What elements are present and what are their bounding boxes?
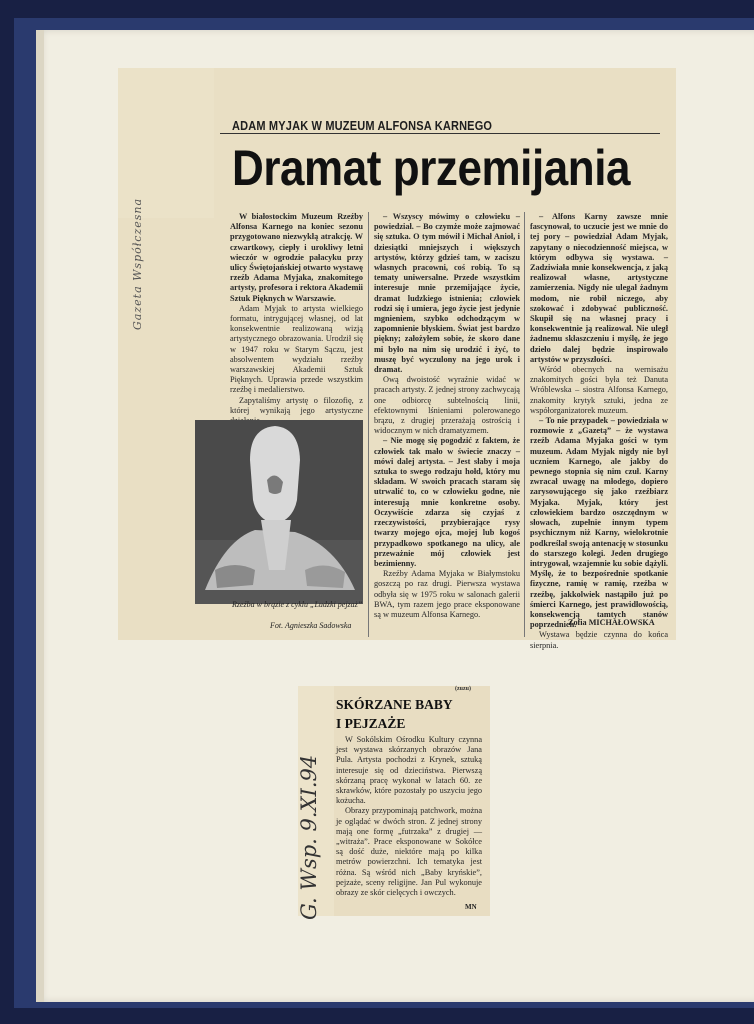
sculpture-image [195,420,363,604]
photo-caption: Rzeźba w brązie z cyklu „Ludzki pejzaż” [232,600,363,609]
small-article-author: MN [465,903,477,911]
kicker-rule [220,133,660,134]
article-paragraph: Zapytaliśmy artystę o filozofię, z której wynikają jego artystyczne [230,395,363,415]
handwritten-source-note: Gazeta Współczesna [131,197,144,330]
clipping-paper-fold [118,68,214,218]
headline-line-1: SKÓRZANE BABY [336,697,453,712]
article-headline: Dramat przemijania [232,140,631,196]
article-paragraph: Ową dwoistość wyraźnie widać w pracach artysty. Z jednej strony zachwycają one odbiorcę subtelnością linii, efektownymi lśnieniami polerowanego brązu, z drugiej przerażają ostrością i widocznym w nich dramatyzmem. [374,375,520,436]
article-paragraph: Adam Myjak to artysta wielkiego formatu, intrygującej własnej, od lat konsekwentnie realizowaną wizją artystycznego obrazowania. Urodził się w 1947 roku w Starym Sączu, jest absolwentem wydziału rzeźby warszawskiej Akademii Sztuk Pięknych. Uprawia przede wszystkim rzeźbę i medalierstwo. [230,303,363,395]
small-article-headline [336,695,453,733]
page-spine-shadow [36,30,44,1002]
article-paragraph: Obrazy przypominają patchwork, można je oglądać w dwóch stron. Z jednej strony mają one formę „futrzaka” z drugiej — „witraża”. Prace eksponowane w Sokółce są dość duże, niektóre mają po kilka metrów powierzchni. Ich tematyka jest różna. Są wśród nich „Baby kryńskie”, pejzaże, sceny religijne. Jan Pul wykonuje obrazy ze skór cielęcych i owczych. [336,806,482,898]
small-article-body [336,735,482,898]
sculpture-photo [195,420,363,604]
handwritten-date-note: G. Wsp. 9.XI.94 [297,754,321,920]
article-lead: W białostockim Muzeum Rzeźby Alfonsa Karnego na koniec sezonu przygotowano niezwykłą atrakcję. W czwartkowy, ciepły i urokliwy letni wieczór w ogrodzie pałacyku przy ulicy Świętojańskiej otwarto wystawę rzeźb Adama Myjaka, znakomitego artysty, profesora i rektora Akademii Sztuk Pięknych w Warszawie. [230,212,363,303]
headline-line-2: I PEJZAŻE [336,716,406,731]
article-quote: – To nie przypadek – powiedziała w rozmowie z „Gazetą” – że wystawa rzeźb Adama Myjaka gości w tym muzeum. Adam Myjak nigdy nie był uczniem Karnego, ale jakby do pewnego stopnia się nim czuł. Karny zwracał uwagę na młodego, dopiero zarysowującego się jako rzeźbiarz Myjaka. Myjak, który jest człowiekiem bardzo oszczędnym w słowach, zupełnie innym typem psychicznym niż Karny, wielokrotnie podkreślał swoją antenację w stosunku do starszego kolegi. Jeden drugiego intrygował, wzajemnie ku sobie dążyli. Myślę, że to bezpośrednie spotkanie fizyczne, ramię w ramię, rzeźba w rzeźbę, jakkolwiek nastąpiło już po śmierci Karnego, jest prawidłowością, konsekwencją tamtych stanów poprzednich. [530,416,668,630]
article-quote: – Wszyscy mówimy o człowieku – powiedział. – Bo czymże może zajmować się sztuka. O tym mówił i Michał Anioł, i dziesiątki mniejszych i większych artystów, którzy gdzieś tam, w zaciszu własnych pracowni, coś robią. To są tematy uniwersalne. Przede wszystkim interesuje mnie przemijające życie, dramat ludzkiego istnienia; człowiek rodzi się i umiera, jego życie jest jedynie mgnieniem, szybko odchodzącym w zapomnienie błyskiem. Świat jest bardzo piękny; założyłem sobie, że skoro dane mi było na nim się urodzić i żyć, to muszę być wyczulony na jego urok i dramat. [374,212,520,375]
column-rule [524,212,525,637]
article-kicker: ADAM MYJAK W MUZEUM ALFONSA KARNEGO [232,119,493,133]
article-author: Zofia MICHAŁOWSKA [568,618,655,627]
column-rule [368,212,369,637]
article-paragraph: Rzeźby Adama Myjaka w Białymstoku goszczą po raz drugi. Pierwsza wystawa odbyła się w 1975 roku w salonach galerii BWA, tym razem jego prace eksponowane są w muzeum Alfonsa Karnego. [374,569,520,619]
article-quote: – Alfons Karny zawsze mnie fascynował, to uczucie jest we mnie do tej pory – powiedział Adam Myjak, zapytany o niecodzienność miejsca, w którym odbywa się wystawa. – Zadziwiała mnie konsekwencja, z jaką realizował własne, artystyczne zamierzenia. Nigdy nie ulegał żadnym modom, nie robił niczego, aby szokować i zdobywać publiczność. Skupił się na własnej pracy i konsekwentnie ją realizował. Nie uległ żadnemu skłaszczeniu i myślę, że jego dzieło dalej będzie inspirowało artystów w przyszłości. [530,212,668,364]
source-tag: (zuzu) [455,686,471,692]
article-paragraph: Wśród obecnych na wernisażu znakomitych gości była też Danuta Wróblewska – siostra Alfonsa Karnego, znakomity krytyk sztuki, jedna ze współorganizatorek muzeum. [530,365,668,415]
article-paragraph: W Sokólskim Ośrodku Kultury czynna jest wystawa skórzanych obrazów Jana Pula. Artysta pochodzi z Krynek, sztuką interesuje się od dzieciństwa. Pierwszą skórzaną pracę wykonał w latach 60. ze skrawków, które pozostały po uszyciu jego kożucha. [336,735,482,806]
article-column-2 [374,212,520,632]
photo-credit: Fot. Agnieszka Sadowska [270,621,352,630]
article-paragraph: Wystawa będzie czynna do końca sierpnia. [530,630,668,650]
article-column-1 [230,212,363,417]
article-quote: – Nie mogę się pogodzić z faktem, że człowiek tak mało w świecie znaczy – mówi dalej artysta. – Jest słaby i moja sztuka to swego rodzaju hołd, który mu składam. W swoich pracach staram się utrwalić to, co w człowieku godne, nie interesują mnie konkretne osoby. Oczywiście zdarza się czyjaś z rzeczywistości, przybierające rysy twarzy mojego ojca, mojej lub kogoś przypadkowo spotkanego na ulicy, ale przeważnie mój człowiek jest bezimienny. [374,436,520,568]
